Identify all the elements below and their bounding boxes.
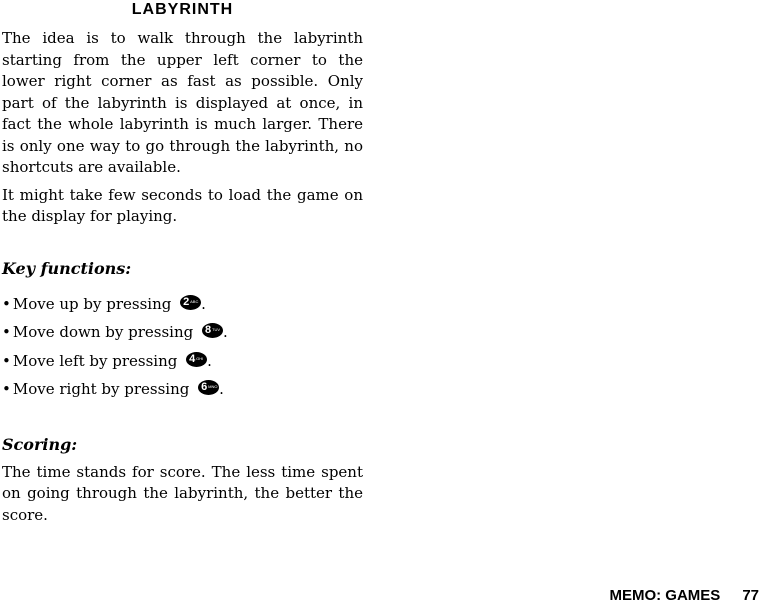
key-letters: TUV	[212, 327, 220, 332]
key-2-icon	[180, 295, 201, 310]
key-item-text: Move right by pressing	[12, 380, 195, 398]
key-item-end: .	[207, 351, 212, 370]
key-letters: GHI	[196, 355, 204, 361]
key-functions-heading: Key functions:	[2, 258, 132, 278]
key-6-icon	[198, 380, 219, 395]
key-letters: ABC	[190, 298, 199, 304]
key-item-text: Move up by pressing	[12, 294, 177, 313]
loading-paragraph: It might take few seconds to load the game on the display for playing.	[2, 185, 363, 225]
key-letters: MNO	[208, 384, 218, 389]
key-item-text: Move down by pressing	[12, 323, 198, 341]
page-title: LABYRINTH	[131, 1, 234, 18]
page-footer	[609, 588, 759, 604]
bullet: •	[2, 351, 11, 370]
page-number: 77	[742, 587, 759, 604]
content-column	[2, 0, 363, 526]
key-8-icon	[202, 323, 223, 338]
key-digit: 4	[189, 352, 196, 365]
key-item-end: .	[219, 380, 224, 398]
key-item-down	[2, 318, 363, 347]
key-item-up	[2, 290, 363, 319]
key-digit: 6	[201, 381, 208, 393]
scoring-paragraph: The time stands for score. The less time spent on going through the labyrinth, the better the score.	[2, 462, 363, 524]
key-digit: 8	[205, 324, 212, 336]
bullet: •	[2, 323, 11, 341]
key-digit: 2	[183, 295, 190, 308]
intro-paragraph: The idea is to walk through the labyrinth starting from the upper left corner to the lower right corner as fast as possible. Only part of the labyrinth is displayed at once, in fact the whole labyrinth is much larger. There is only one way to go through the labyrinth, no shortcuts are available.	[2, 29, 363, 176]
key-item-left	[2, 347, 363, 376]
bullet: •	[2, 294, 11, 313]
key-item-right	[2, 375, 363, 404]
key-4-icon	[186, 352, 207, 367]
key-item-end: .	[201, 294, 206, 313]
scoring-heading: Scoring:	[2, 434, 78, 454]
key-functions-list	[2, 290, 363, 404]
footer-section-title: MEMO: GAMES	[609, 587, 721, 604]
key-item-text: Move left by pressing	[12, 351, 183, 370]
key-item-end: .	[223, 323, 228, 341]
bullet: •	[2, 380, 11, 398]
